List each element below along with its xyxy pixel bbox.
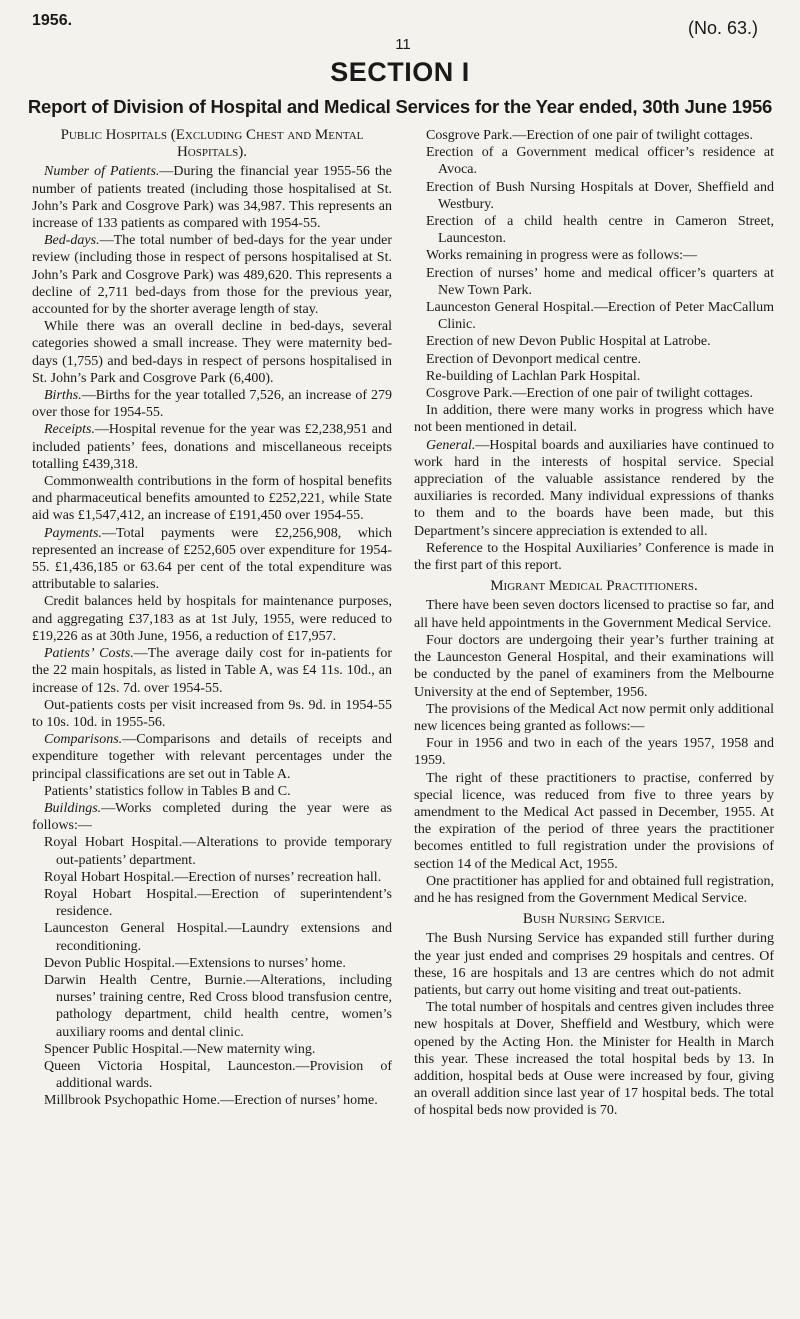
paragraph-lead: Births. [44, 388, 82, 404]
list-item: Erection of a child health centre in Cameron Street, Launceston. [426, 214, 774, 247]
section-heading: Bush Nursing Service. [522, 911, 666, 928]
list-item: Re-building of Lachlan Park Hospital. [426, 368, 641, 384]
list-item: Millbrook Psychopathic Home.—Erection of nurses’ home. [44, 1093, 378, 1109]
paragraph: The total number of hospitals and centres given includes three new hospitals at Dover, Sheffield and Westbury, which were opened by the Acting Hon. the Minister for Health in March this year. These increased the total hospital beds by 13. In addition, hospital beds at Ouse were increased by four, giving an overall addition since last year of 17 hospital beds. The total of hospital beds now provided is 70. [414, 1000, 774, 1119]
section-heading: Migrant Medical Practitioners. [490, 578, 698, 595]
list-item: Launceston General Hospital.—Laundry extensions and reconditioning. [44, 921, 392, 954]
paragraph-text: —During the financial year 1955-56 the number of patients treated (including those hospitalised at St. John’s Park and Cosgrove Park) was 34,987. This represents an increase of 133 patients as compared with 1954-55. [32, 164, 392, 232]
paragraph-lead: Number of Patients. [44, 164, 160, 180]
paragraph-lead: Patients’ Costs. [44, 646, 134, 662]
page-number: 11 [395, 36, 411, 53]
list-item: Spencer Public Hospital.—New maternity wing. [44, 1041, 316, 1057]
paragraph: While there was an overall decline in bed-days, several categories showed a small increase. They were maternity bed-days (1,755) and bed-days in respect of persons hospitalised in St. John’s Park and Cosgrove Park (6,400). [32, 319, 392, 386]
paragraph [32, 163, 392, 232]
paragraph: Commonwealth contributions in the form of hospital benefits and pharmaceutical benefits amounted to £252,221, while State aid was £1,547,412, an increase of £191,450 over 1954-55. [32, 474, 392, 524]
paragraph-lead: Buildings. [44, 800, 102, 816]
list-item: Erection of Devonport medical centre. [426, 351, 641, 367]
text-columns [32, 127, 774, 1120]
list-item: Erection of Bush Nursing Hospitals at Dover, Sheffield and Westbury. [426, 179, 774, 212]
paragraph: Reference to the Hospital Auxiliaries’ Conference is made in the first part of this report. [414, 540, 774, 574]
list-item: Cosgrove Park.—Erection of one pair of twilight cottages. [426, 128, 753, 143]
paragraph: There have been seven doctors licensed to practise so far, and all have held appointments in the Government Medical Service. [414, 598, 774, 631]
list-item: Royal Hobart Hospital.—Alterations to provide temporary out-patients’ department. [44, 835, 392, 868]
paragraph [32, 525, 392, 594]
paragraph: In addition, there were many works in progress which have not been mentioned in detail. [414, 403, 774, 436]
paragraph: The provisions of the Medical Act now permit only additional new licences being granted as follows:— [414, 701, 774, 734]
paragraph-lead: Receipts. [44, 422, 95, 438]
paragraph: Out-patients costs per visit increased from 9s. 9d. in 1954-55 to 10s. 10d. in 1955-56. [32, 697, 392, 730]
paragraph: The Bush Nursing Service has expanded still further during the year just ended and comprises 29 hospitals and centres. Of these, 16 are hospitals and 13 are centres which do not admit patients, but carry out home visiting and treat out-patients. [414, 931, 774, 998]
paragraph: Four in 1956 and two in each of the years 1957, 1958 and 1959. [414, 736, 774, 769]
header-year: 1956. [32, 12, 73, 29]
right-column [414, 127, 774, 1120]
paragraph [32, 800, 392, 834]
paragraph-lead: Bed-days. [44, 233, 100, 249]
document-number: (No. 63.) [687, 18, 758, 38]
list-item: Cosgrove Park.—Erection of one pair of twilight cottages. [426, 386, 753, 402]
paragraph-text: —Works completed during the year were as follows:— [32, 800, 392, 834]
paragraph-text: —Comparisons and details of receipts and expenditure together with relevant percentages under the principal classifications are set out in Table A. [32, 732, 392, 782]
list-item: Erection of new Devon Public Hospital at Latrobe. [426, 334, 711, 350]
list-item: Royal Hobart Hospital.—Erection of nurses’ recreation hall. [44, 869, 382, 885]
list-item: Launceston General Hospital.—Erection of Peter MacCallum Clinic. [426, 300, 774, 333]
list-item: Queen Victoria Hospital, Launceston.—Provision of additional wards. [44, 1058, 392, 1092]
paragraph-text: —Births for the year totalled 7,526, an increase of 279 over those for 1954-55. [32, 388, 392, 421]
list-item: Devon Public Hospital.—Extensions to nurses’ home. [44, 955, 346, 971]
paragraph-text: —The total number of bed-days for the year under review (including those in respect of persons hospitalised at St. John’s Park and Cosgrove Park) was 489,620. This represents a decline of 2,711 bed-days from those for the previous year, accounted for by the shorter average length of stay. [32, 233, 392, 318]
paragraph-text: —Hospital boards and auxiliaries have continued to work hard in the interests of hospital service. Special appreciation of the valuable assistance rendered by the auxiliaries is recorded. Many individual expressions of thanks to them and to the boards have been made, but this Department’s sincere appreciation is extended to all. [414, 437, 774, 539]
paragraph-lead: General. [426, 437, 476, 453]
section-heading: Public Hospitals (Excluding Chest and Mental Hospitals). [60, 127, 364, 161]
paragraph [32, 645, 392, 697]
left-column [32, 127, 392, 1120]
paragraph [32, 387, 392, 421]
paragraph: One practitioner has applied for and obtained full registration, and he has resigned from the Government Medical Service. [414, 873, 774, 906]
report-title: Report of Division of Hospital and Medical Services for the Year ended, 30th June 1956 [27, 96, 773, 117]
paragraph: Patients’ statistics follow in Tables B and C. [44, 783, 291, 799]
paragraph [414, 437, 774, 540]
paragraph-lead: Comparisons. [44, 732, 123, 748]
paragraph: The right of these practitioners to practise, conferred by special licence, was reduced from five to three years by amendment to the Medical Act passed in December, 1955. At the expiration of the period of three years the practitioner becomes entitled to full registration under the provisions of section 14 of the Medical Act, 1955. [414, 770, 774, 872]
list-item: Erection of a Government medical officer’s residence at Avoca. [426, 145, 774, 178]
list-item: Darwin Health Centre, Burnie.—Alterations, including nurses’ training centre, Red Cross blood transfusion centre, pathology department, child health centre, women’s auxiliary rooms and dental clinic. [44, 972, 392, 1040]
paragraph [32, 232, 392, 318]
paragraph [32, 731, 392, 783]
page-header [32, 10, 774, 53]
paragraph-text: —Hospital revenue for the year was £2,238,951 and included patients’ fees, donations and miscellaneous receipts totalling £439,318. [32, 422, 392, 472]
paragraph-lead: Payments. [44, 525, 102, 541]
paragraph: Four doctors are undergoing their year’s further training at the Launceston General Hospital, and their examinations will be conducted by the panel of examiners from the Melbourne University at the end of September, 1956. [414, 632, 774, 700]
paragraph: Works remaining in progress were as follows:— [426, 248, 698, 264]
paragraph-text: —The average daily cost for in-patients for the 22 main hospitals, as listed in Table A, was £4 11s. 10d., an increase of 12s. 7d. over 1954-55. [32, 646, 392, 696]
list-item: Erection of nurses’ home and medical officer’s quarters at New Town Park. [426, 265, 774, 298]
list-item: Royal Hobart Hospital.—Erection of superintendent’s residence. [44, 886, 392, 920]
paragraph-text: —Total payments were £2,256,908, which represented an increase of £252,605 over expenditure for 1954-55. £1,436,185 or 63.64 per cent of the total expenditure was attributable to salaries. [32, 525, 392, 593]
paragraph [32, 421, 392, 473]
paragraph: Credit balances held by hospitals for maintenance purposes, and aggregating £37,183 as at 1st July, 1955, were reduced to £19,226 as at 30th June, 1956, a reduction of £17,957. [32, 594, 392, 644]
section-label: SECTION I [330, 57, 470, 87]
